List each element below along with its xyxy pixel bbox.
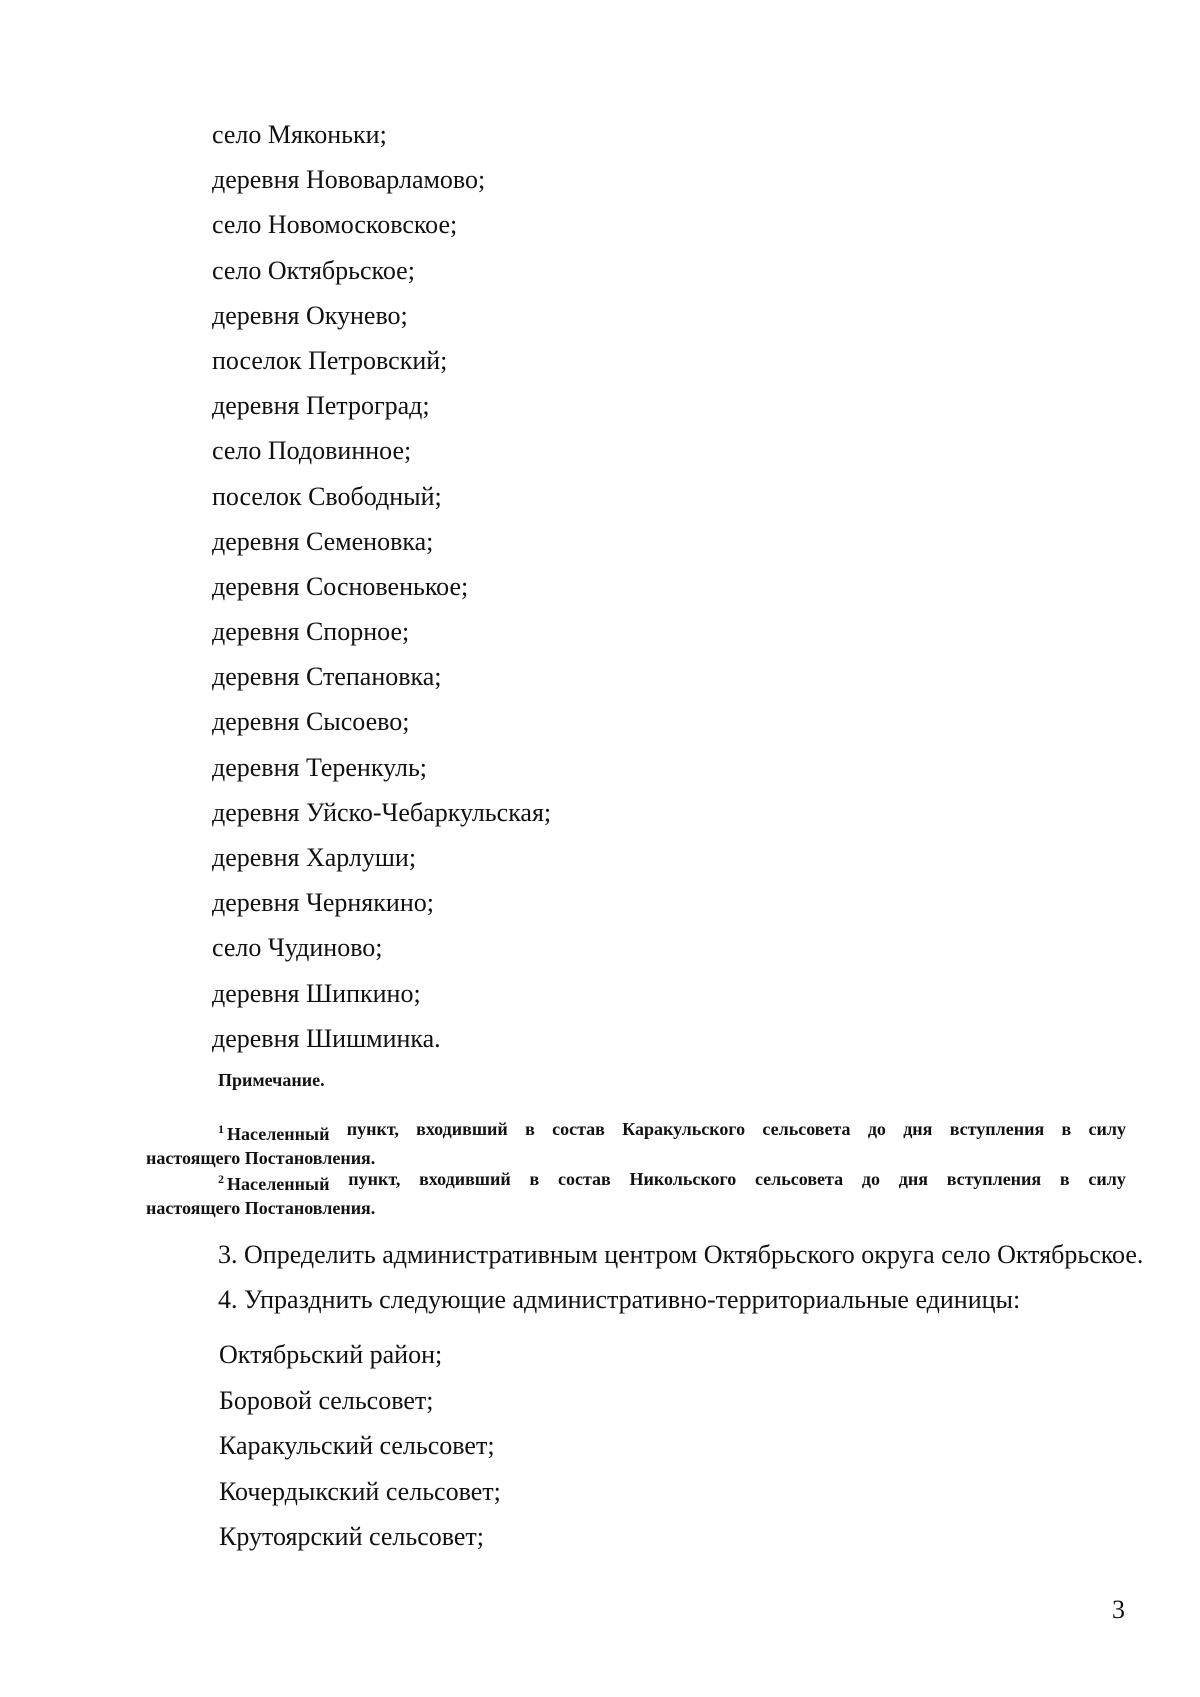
settlement-item: деревня Шипкино; (212, 978, 421, 1008)
footnote-word: дня (903, 1119, 933, 1139)
settlement-item: поселок Петровский; (212, 345, 448, 375)
footnote-word: Никольского (629, 1169, 737, 1189)
footnote-first-line (146, 1167, 1126, 1196)
footnote-word: состав (552, 1119, 605, 1139)
footnote-word: сельсовета (762, 1119, 851, 1139)
footnote-word: Каракульского (622, 1119, 746, 1139)
footnote-word: вступления (949, 1119, 1045, 1139)
footnote-word: силу (1088, 1169, 1126, 1189)
settlement-item: село Октябрьское; (212, 255, 415, 285)
abolished-unit-item: Кочердыкский сельсовет; (219, 1476, 501, 1506)
settlement-item: деревня Шишминка. (212, 1023, 441, 1053)
footnote-word: в (525, 1119, 535, 1139)
settlement-item: село Чудиново; (212, 933, 383, 963)
settlement-item: деревня Семеновка; (212, 526, 434, 556)
footnote-word: пункт, (346, 1119, 399, 1139)
abolished-unit-item: Крутоярский сельсовет; (219, 1522, 485, 1551)
footnote-2 (146, 1167, 1126, 1220)
footnote-1 (146, 1117, 1126, 1170)
settlement-item: село Новомосковское; (212, 210, 458, 240)
footnote-word: Населенный (227, 1174, 330, 1194)
footnote-word-group (218, 1167, 329, 1196)
abolished-unit-item: Октябрьский район; (219, 1340, 443, 1369)
settlement-item: деревня Окунево; (212, 300, 408, 330)
settlement-item: деревня Харлуши; (212, 843, 417, 872)
settlement-item: деревня Чернякино; (212, 888, 434, 918)
footnote-word: до (861, 1169, 880, 1189)
settlement-item: село Мяконьки; (212, 120, 387, 149)
settlement-list (212, 112, 551, 1061)
note-heading: Примечание. (218, 1070, 325, 1090)
footnote-word: входивший (416, 1119, 508, 1139)
abolished-unit-item: Боровой сельсовет; (219, 1385, 434, 1415)
footnote-word: силу (1088, 1119, 1126, 1139)
footnote-word: в (529, 1169, 540, 1189)
page-number: 3 (1112, 1595, 1125, 1624)
footnote-word: в (1061, 1119, 1072, 1139)
paragraph-3: 3. Определить административным центром Октябрьского округа село Октябрьское. (218, 1240, 1144, 1269)
footnote-word: до (867, 1119, 886, 1139)
settlement-item: деревня Сосновенькое; (212, 571, 469, 601)
settlement-item: деревня Спорное; (212, 617, 410, 647)
abolished-units-list (219, 1332, 501, 1560)
settlement-item: поселок Свободный; (212, 481, 442, 511)
footnote-first-line (146, 1117, 1126, 1146)
footnote-word: состав (557, 1169, 611, 1189)
footnote-word: вступления (946, 1169, 1042, 1189)
footnote-word: дня (898, 1169, 928, 1189)
footnote-word-group (218, 1117, 329, 1146)
settlement-item: деревня Степановка; (212, 662, 442, 692)
settlement-item: деревня Сысоево; (212, 707, 410, 737)
settlement-item: деревня Нововарламово; (212, 165, 486, 195)
paragraph-4: 4. Упразднить следующие административно-территориальные единицы: (218, 1285, 1021, 1314)
footnote-word: Населенный (227, 1124, 330, 1144)
footnote-word: сельсовета (754, 1169, 844, 1189)
settlement-item: деревня Петроград; (212, 391, 430, 421)
settlement-item: село Подовинное; (212, 436, 412, 466)
footnote-word: пункт, (348, 1169, 401, 1189)
footnote-continuation: настоящего Постановления. (146, 1198, 376, 1218)
abolished-unit-item: Каракульский сельсовет; (219, 1431, 495, 1460)
settlement-item: деревня Теренкуль; (212, 752, 428, 782)
footnote-marker: 2 (218, 1172, 224, 1186)
settlement-item: деревня Уйско-Чебаркульская; (212, 797, 552, 827)
footnote-marker: 1 (218, 1122, 224, 1136)
footnote-word: в (1059, 1169, 1070, 1189)
footnote-word: входивший (419, 1169, 511, 1189)
footnote-continuation: настоящего Постановления. (146, 1148, 376, 1168)
